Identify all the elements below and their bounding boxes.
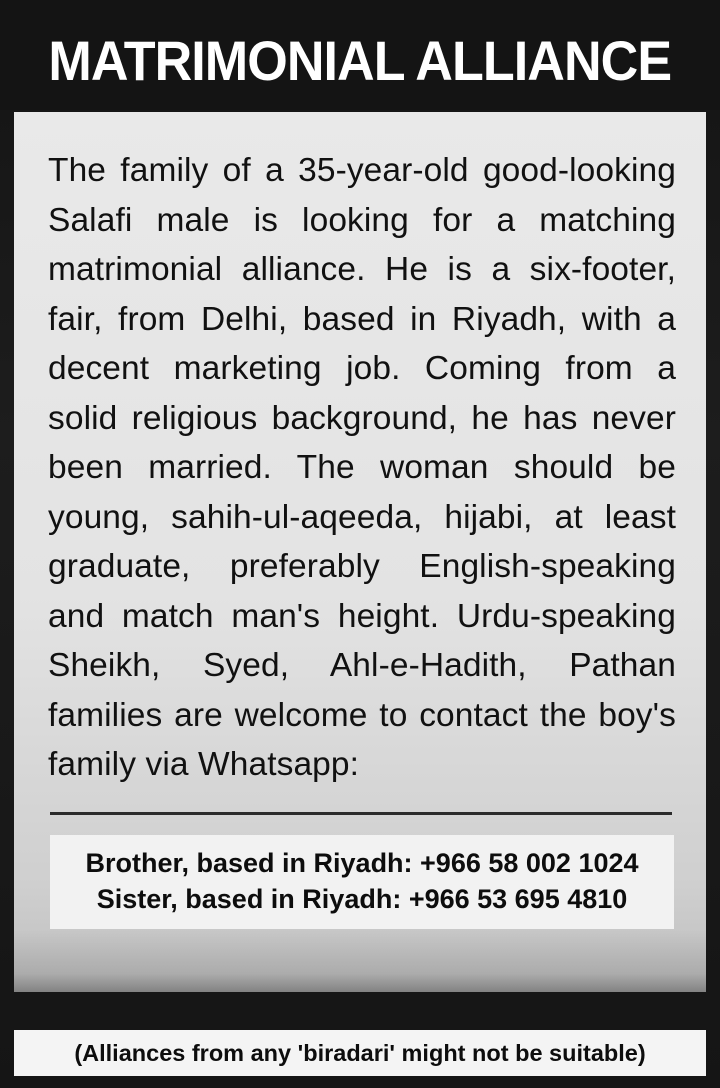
contact-brother[interactable]: Brother, based in Riyadh: +966 58 002 1024 [85,847,639,878]
page-title: MATRIMONIAL ALLIANCE [48,28,672,92]
ad-body-panel [14,112,706,992]
ad-footer [14,1030,706,1076]
ad-header [0,10,720,110]
footer-note: (Alliances from any 'biradari' might not be suitable) [74,1039,646,1066]
contact-box [50,835,674,929]
ad-body-text: The family of a 35-year-old good-looking Salafi male is looking for a matching matrimonial alliance. He is a six-footer, fair, from Delhi, based in Riyadh, with a decent marketing job. Coming from a solid religious background, he has never been married. The woman should be young, sahih-ul-aqeeda, hijabi, at least graduate, preferably English-speaking and match man's height. Urdu-speaking Sheikh, Syed, Ahl-e-Hadith, Pathan families are welcome to contact the boy's family via Whatsapp: [48,152,676,783]
divider [50,812,672,815]
contact-sister[interactable]: Sister, based in Riyadh: +966 53 695 4810 [96,883,628,914]
